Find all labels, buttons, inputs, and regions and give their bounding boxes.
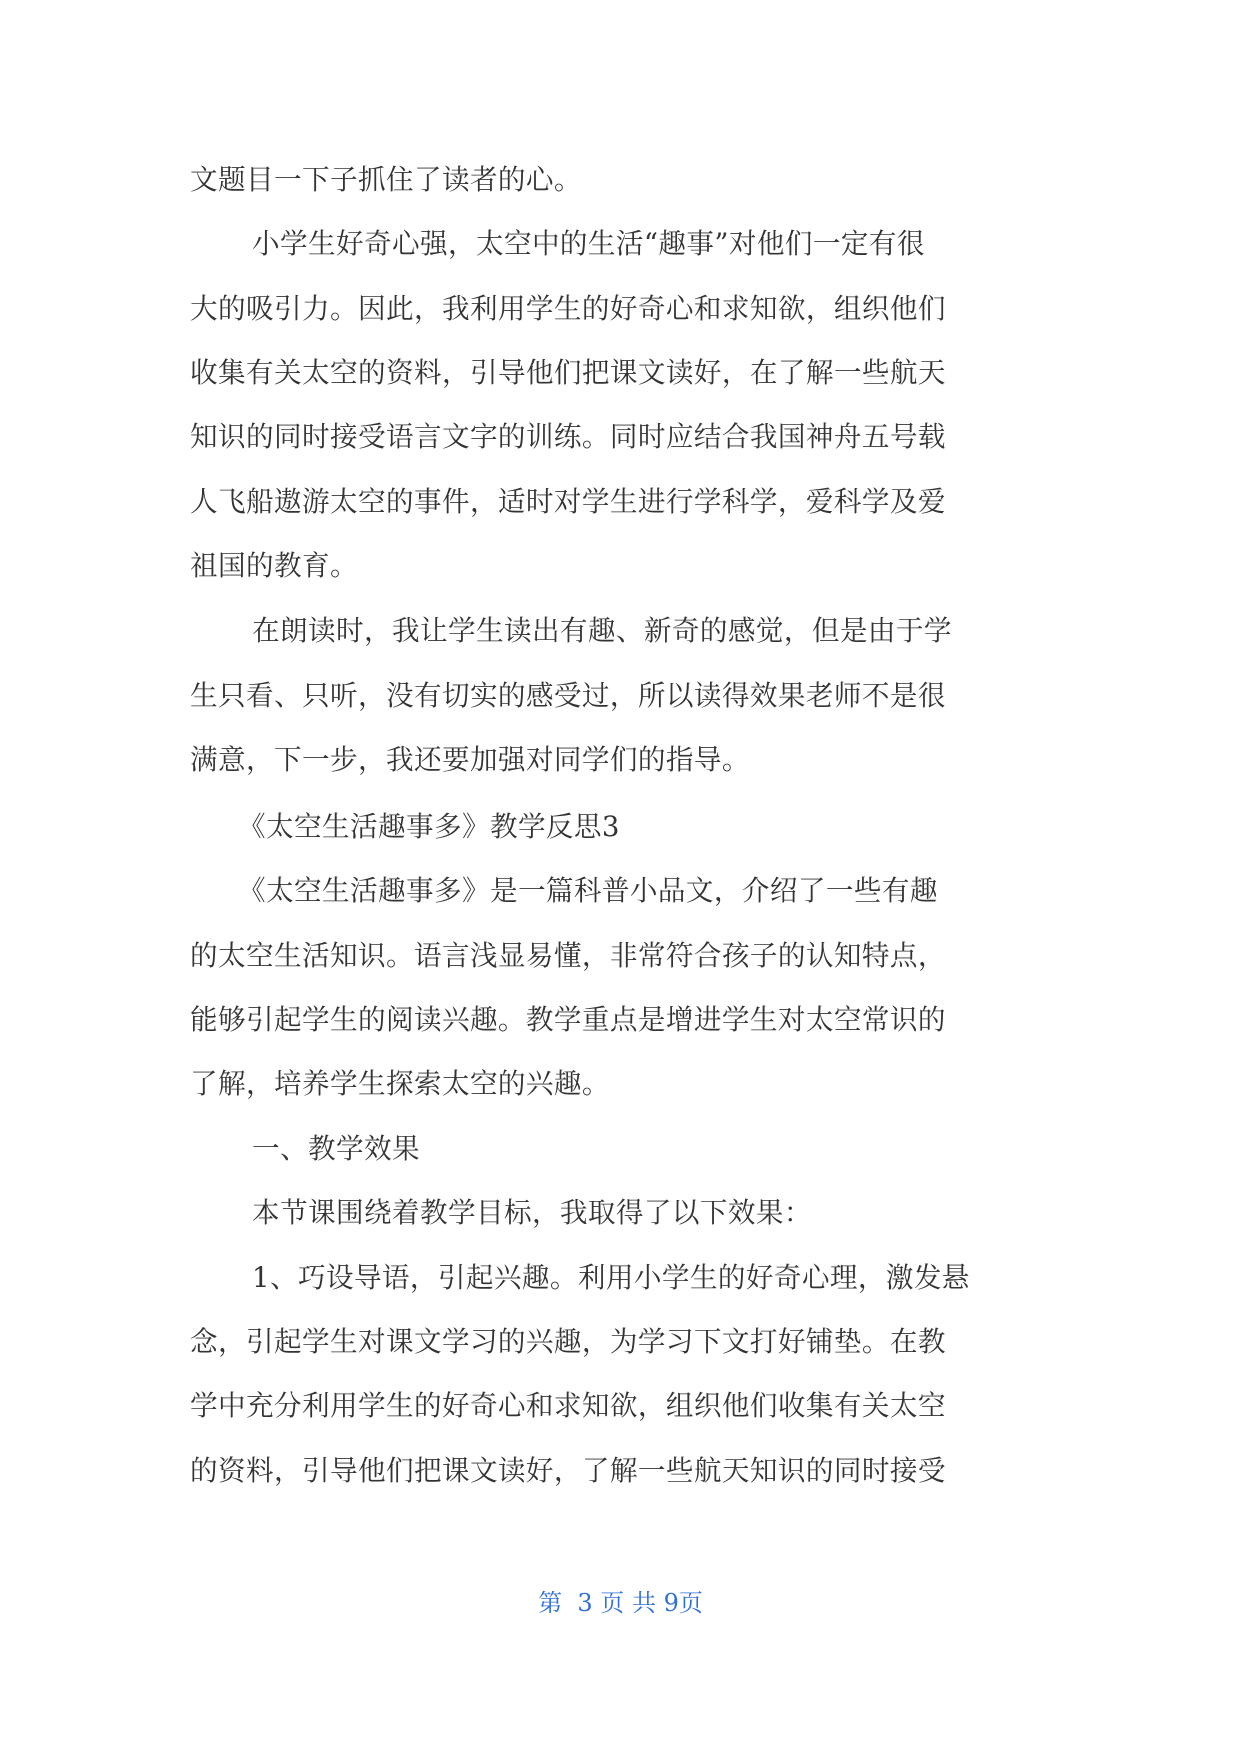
text-line: 收集有关太空的资料，引导他们把课文读好，在了解一些航天 xyxy=(190,356,946,389)
text-line: 《太空生活趣事多》是一篇科普小品文，介绍了一些有趣 xyxy=(238,874,938,907)
text-line: 的资料，引导他们把课文读好，了解一些航天知识的同时接受 xyxy=(190,1454,946,1487)
text-line: 人飞船遨游太空的事件，适时对学生进行学科学，爱科学及爱 xyxy=(190,485,946,518)
text-line: 知识的同时接受语言文字的训练。同时应结合我国神舟五号载 xyxy=(190,420,946,453)
text-line: 生只看、只听，没有切实的感受过，所以读得效果老师不是很 xyxy=(190,679,946,712)
text-line: 满意，下一步，我还要加强对同学们的指导。 xyxy=(190,743,750,776)
page-number-footer: 第 3 页 共 9页 xyxy=(538,1589,703,1617)
text-line: 能够引起学生的阅读兴趣。教学重点是增进学生对太空常识的 xyxy=(190,1003,946,1036)
subheading: 一、教学效果 xyxy=(252,1132,420,1165)
text-line: 了解，培养学生探索太空的兴趣。 xyxy=(190,1067,610,1100)
section-heading: 《太空生活趣事多》教学反思3 xyxy=(238,810,620,843)
text-line: 小学生好奇心强，太空中的生活“趣事”对他们一定有很 xyxy=(252,227,925,260)
text-line: 在朗读时，我让学生读出有趣、新奇的感觉，但是由于学 xyxy=(252,614,952,647)
text-line: 的太空生活知识。语言浅显易懂，非常符合孩子的认知特点， xyxy=(190,939,946,972)
text-line: 大的吸引力。因此，我利用学生的好奇心和求知欲，组织他们 xyxy=(190,292,946,325)
text-line: 祖国的教育。 xyxy=(190,549,358,582)
text-line: 1、巧设导语，引起兴趣。利用小学生的好奇心理，激发悬 xyxy=(252,1261,970,1294)
text-line: 文题目一下子抓住了读者的心。 xyxy=(190,163,582,196)
text-line: 念，引起学生对课文学习的兴趣，为学习下文打好铺垫。在教 xyxy=(190,1325,946,1358)
text-line: 学中充分利用学生的好奇心和求知欲，组织他们收集有关太空 xyxy=(190,1389,946,1422)
text-line: 本节课围绕着教学目标，我取得了以下效果： xyxy=(252,1196,812,1229)
